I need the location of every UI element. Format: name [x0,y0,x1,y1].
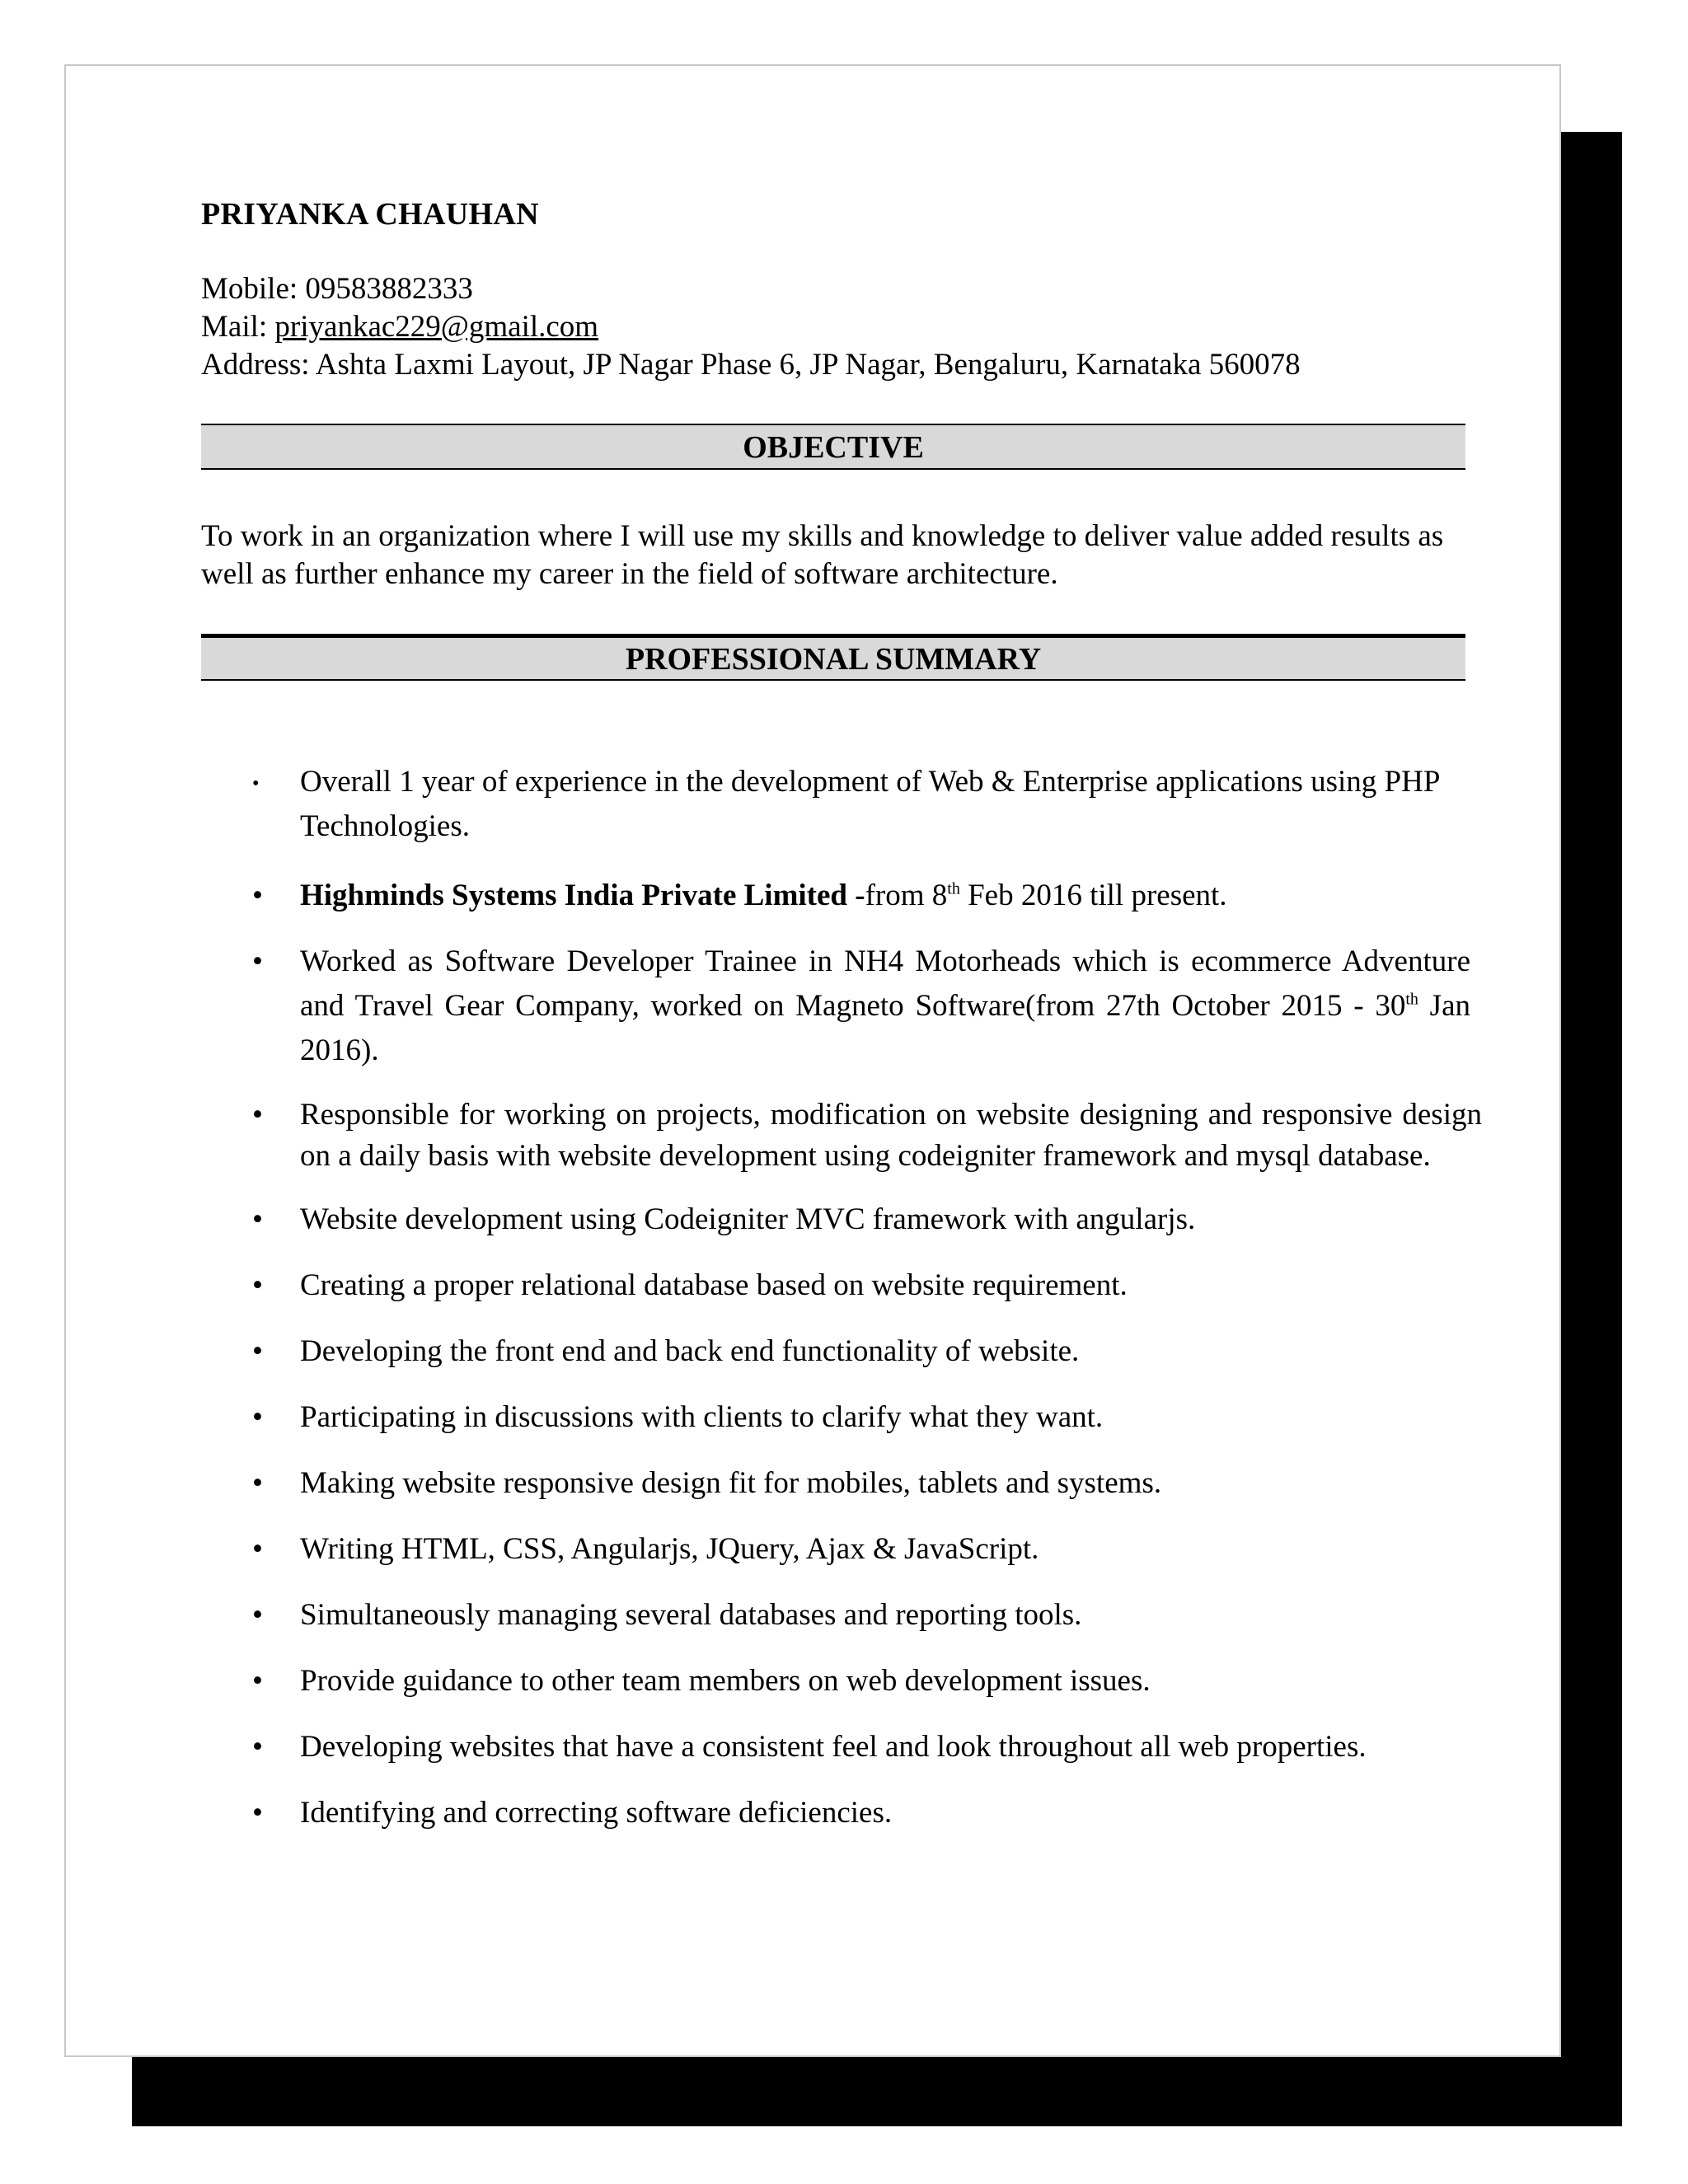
list-item [201,1462,1569,1505]
summary-list [201,760,1569,1858]
list-item-text: from 8 [865,879,948,912]
list-item-text: Developing the front end and back end functionality of website. [300,1334,1080,1368]
mail-line [201,308,1301,346]
mobile-line [201,270,1301,308]
bullet-icon: • [252,1664,263,1698]
list-item [201,1726,1569,1769]
bullet-icon: • [252,1796,263,1830]
list-item [201,1792,1569,1835]
list-item [201,1198,1569,1241]
list-item-text: Responsible for working on projects, modification on website designing and responsive design on a daily basis with website development using codeigniter framework and mysql database. [300,1098,1482,1173]
list-item-text: Feb 2016 till present. [959,879,1227,912]
resume-page [64,64,1561,2057]
list-item [201,1264,1569,1307]
list-item [201,940,1470,1073]
professional-summary-heading: PROFESSIONAL SUMMARY [201,634,1465,681]
list-item-text: Making website responsive design fit for mobiles, tablets and systems. [300,1466,1162,1500]
list-item-text: Website development using Codeigniter MVC framework with angularjs. [300,1202,1196,1236]
ordinal-suffix: th [947,879,960,898]
bullet-icon: • [252,1400,263,1434]
list-item [201,1660,1569,1703]
list-item-text: Simultaneously managing several databases and reporting tools. [300,1598,1082,1632]
address-text: Ashta Laxmi Layout, JP Nagar Phase 6, JP Nagar, Bengaluru, Karnataka 560078 [315,348,1301,382]
address-line [201,346,1301,384]
bullet-icon: • [252,1202,263,1236]
list-item-text: Developing websites that have a consistent feel and look throughout all web properties. [300,1730,1367,1764]
mobile-label: Mobile: [201,272,298,306]
list-item-text: Identifying and correcting software deficiencies. [300,1796,893,1830]
ordinal-suffix: th [1405,990,1418,1009]
list-item [201,1594,1569,1637]
bullet-icon: • [252,1334,263,1368]
list-item [201,1396,1569,1439]
bullet-icon: • [252,1598,263,1632]
bullet-icon: • [252,944,263,978]
candidate-name: PRIYANKA CHAUHAN [201,197,539,232]
bullet-icon: • [252,773,260,794]
company-name: Highminds Systems India Private Limited - [300,879,865,912]
list-item-text: Overall 1 year of experience in the development of Web & Enterprise applications using PHP Technologies. [300,765,1440,843]
list-item [201,1094,1482,1177]
page-shadow-bottom [132,2057,1622,2126]
list-item-text: Participating in discussions with clients to clarify what they want. [300,1400,1104,1434]
list-item-text: Jan 2016). [300,989,1470,1067]
list-item [201,1528,1569,1571]
contact-block [201,270,1301,384]
list-item-text: Provide guidance to other team members on web development issues. [300,1664,1151,1698]
list-item [201,1330,1569,1373]
list-item-text: Writing HTML, CSS, Angularjs, JQuery, Ajax & JavaScript. [300,1532,1039,1566]
list-item-text: Creating a proper relational database based on website requirement. [300,1268,1128,1302]
objective-text: To work in an organization where I will use my skills and knowledge to deliver value added results as well as further enhance my career in the field of software architecture. [201,519,1444,591]
bullet-icon: • [252,1466,263,1500]
list-item [201,760,1512,849]
bullet-icon: • [252,1098,263,1132]
bullet-icon: • [252,1532,263,1566]
bullet-icon: • [252,1268,263,1302]
bullet-icon: • [252,879,263,912]
bullet-icon: • [252,1730,263,1764]
list-item-text: Worked as Software Developer Trainee in NH4 Motorheads which is ecommerce Adventure and Travel Gear Company, worked on Magneto Software(from 27th October 2015 - 30 [300,944,1470,1023]
address-label: Address: [201,348,310,382]
mail-label: Mail: [201,310,268,344]
mobile-number: 09583882333 [305,272,473,306]
list-item [201,874,1569,918]
email-link[interactable]: priyankac229@gmail.com [274,310,599,344]
objective-heading: OBJECTIVE [201,424,1465,470]
